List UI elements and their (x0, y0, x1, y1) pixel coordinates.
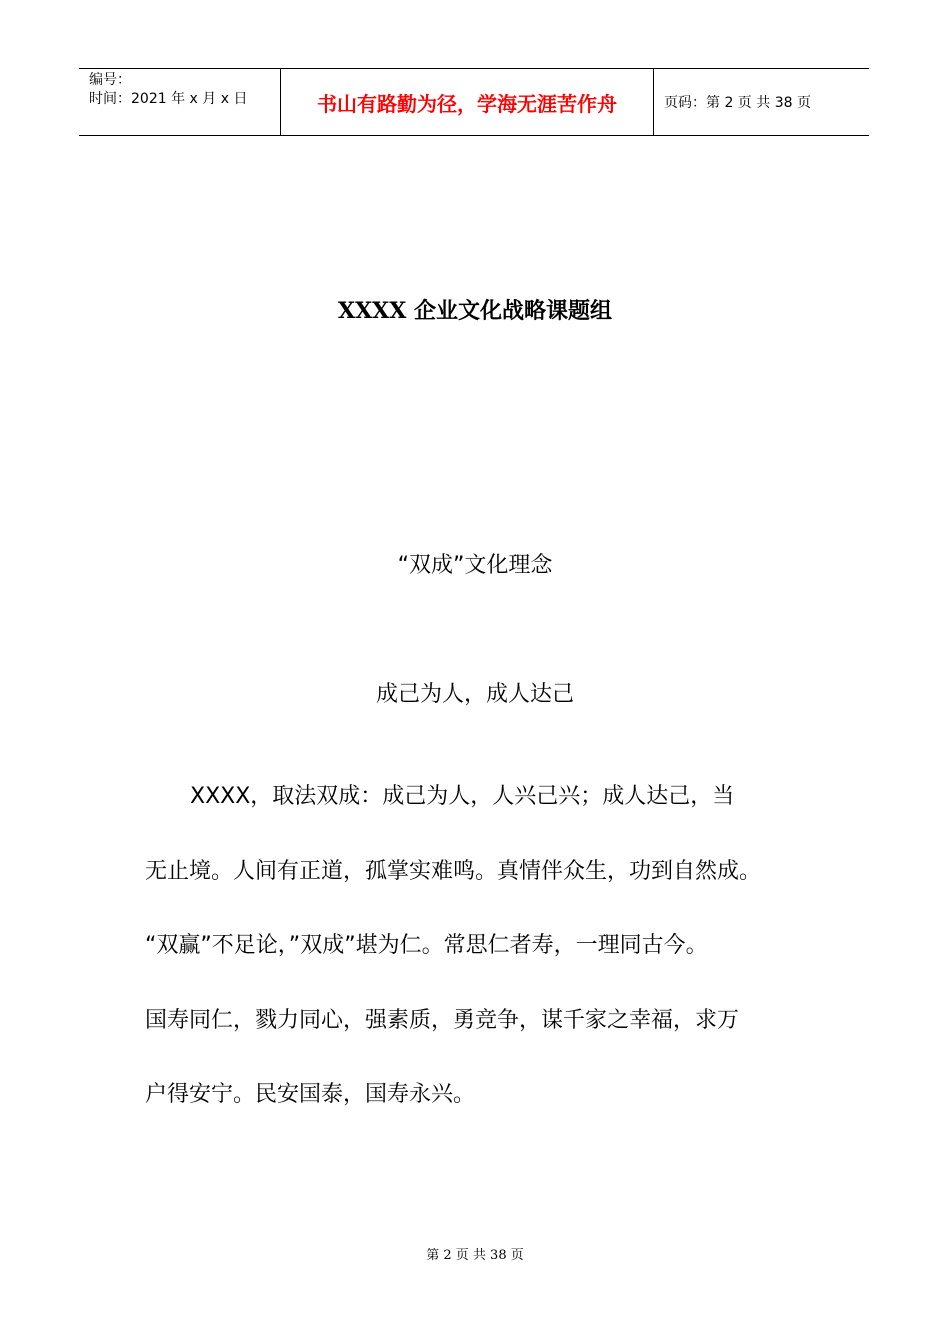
document-number-label: 编号： (89, 72, 131, 88)
paragraph-line: 户得安宁。民安国泰，国寿永兴。 (145, 1082, 476, 1107)
section-heading: “双成”文化理念 (397, 553, 553, 578)
page-header (79, 68, 869, 136)
document-title: XXXX 企业文化战略课题组 (338, 298, 612, 324)
header-motto: 书山有路勤为径，学海无涯苦作舟 (317, 92, 617, 116)
header-meta-cell (79, 69, 281, 135)
paragraph-line: 国寿同仁，戮力同心，强素质，勇竞争，谋千家之幸福，求万 (145, 1008, 740, 1033)
page-footer-number: 第 2 页 共 38 页 (426, 1248, 524, 1263)
header-page-cell (654, 69, 869, 135)
slogan-heading: 成己为人，成人达己 (375, 682, 574, 707)
header-page-info: 页码：第 2 页 共 38 页 (664, 95, 811, 111)
paragraph-line: 无止境。人间有正道，孤掌实难鸣。真情伴众生，功到自然成。 (145, 859, 762, 884)
paragraph-line: “双赢”不足论，”双成”堪为仁。常思仁者寿，一理同古今。 (145, 933, 708, 958)
paragraph-line: XXXX，取法双成：成己为人，人兴己兴；成人达己，当 (190, 784, 735, 809)
header-motto-cell (281, 69, 654, 135)
document-time-label: 时间：2021 年 x 月 x 日 (89, 91, 248, 107)
